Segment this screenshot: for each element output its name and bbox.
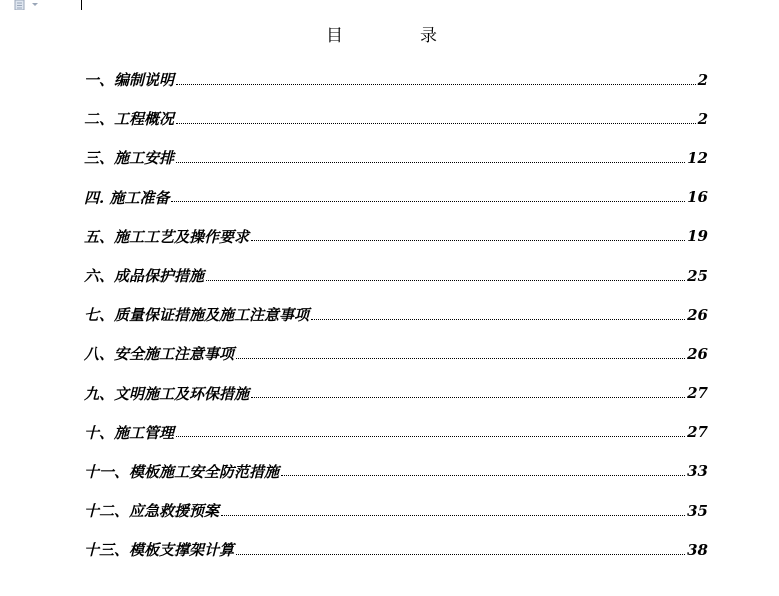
toc-entry[interactable] (84, 256, 708, 295)
toc-title: 目 录 (326, 26, 467, 46)
toc-dot-leader (176, 147, 685, 163)
toc-entry[interactable] (84, 452, 708, 491)
toc-entry-page-number: 25 (687, 266, 708, 285)
toc-dot-leader (176, 108, 696, 124)
toc-entry-label: 十、施工管理 (84, 423, 175, 442)
toc-entry-label: 十三、模板支撑架计算 (84, 541, 235, 560)
toc-entry-label: 八、安全施工注意事项 (84, 345, 235, 364)
toc-entry[interactable] (84, 178, 708, 217)
toc-entry-page-number: 19 (687, 227, 708, 246)
toc-entry[interactable] (84, 413, 708, 452)
toc-entry-page-number: 35 (687, 501, 708, 520)
toc-entry-page-number: 33 (687, 462, 708, 481)
toc-entry-page-number: 27 (687, 423, 708, 442)
toc-entry-label: 七、质量保证措施及施工注意事项 (84, 306, 310, 325)
toc-entry[interactable] (84, 295, 708, 334)
toc-dot-leader (281, 460, 685, 476)
toc-dot-leader (251, 382, 685, 398)
toc-entry-label: 三、施工安排 (84, 149, 175, 168)
toc-dot-leader (221, 500, 685, 516)
toc-entry-label: 十二、应急救援预案 (84, 502, 220, 521)
table-of-contents (84, 60, 708, 569)
toc-entry-label: 十一、模板施工安全防范措施 (84, 462, 280, 481)
toc-entry-label: 四. 施工准备 (84, 188, 170, 207)
toc-dot-leader (206, 265, 685, 281)
toc-entry-label: 二、工程概况 (84, 110, 175, 129)
document-paste-icon (13, 0, 41, 10)
toc-entry[interactable] (84, 491, 708, 530)
text-cursor (81, 0, 82, 10)
toc-entry-page-number: 27 (687, 384, 708, 403)
toc-entry[interactable] (84, 138, 708, 177)
toc-entry[interactable] (84, 334, 708, 373)
toc-entry-label: 九、文明施工及环保措施 (84, 384, 250, 403)
toc-dot-leader (251, 225, 685, 241)
toc-entry-page-number: 26 (687, 305, 708, 324)
toc-entry-page-number: 26 (687, 344, 708, 363)
toc-entry-label: 一、编制说明 (84, 71, 175, 90)
toc-entry[interactable] (84, 530, 708, 569)
toc-dot-leader (171, 186, 685, 202)
toc-dot-leader (236, 539, 685, 555)
toc-entry[interactable] (84, 374, 708, 413)
toc-dot-leader (176, 69, 696, 85)
toc-entry-label: 六、成品保护措施 (84, 267, 205, 286)
toc-entry-page-number: 12 (687, 148, 708, 167)
toc-entry-page-number: 16 (687, 188, 708, 207)
toc-entry[interactable] (84, 217, 708, 256)
toc-entry-page-number: 2 (697, 70, 708, 89)
toc-dot-leader (236, 343, 685, 359)
paste-options-icon[interactable] (13, 0, 43, 10)
toc-entry-page-number: 38 (687, 540, 708, 559)
toc-dot-leader (311, 304, 685, 320)
toc-entry[interactable] (84, 99, 708, 138)
toc-entry-label: 五、施工工艺及操作要求 (84, 227, 250, 246)
toc-entry[interactable] (84, 60, 708, 99)
toc-entry-page-number: 2 (697, 109, 708, 128)
toc-dot-leader (176, 421, 685, 437)
